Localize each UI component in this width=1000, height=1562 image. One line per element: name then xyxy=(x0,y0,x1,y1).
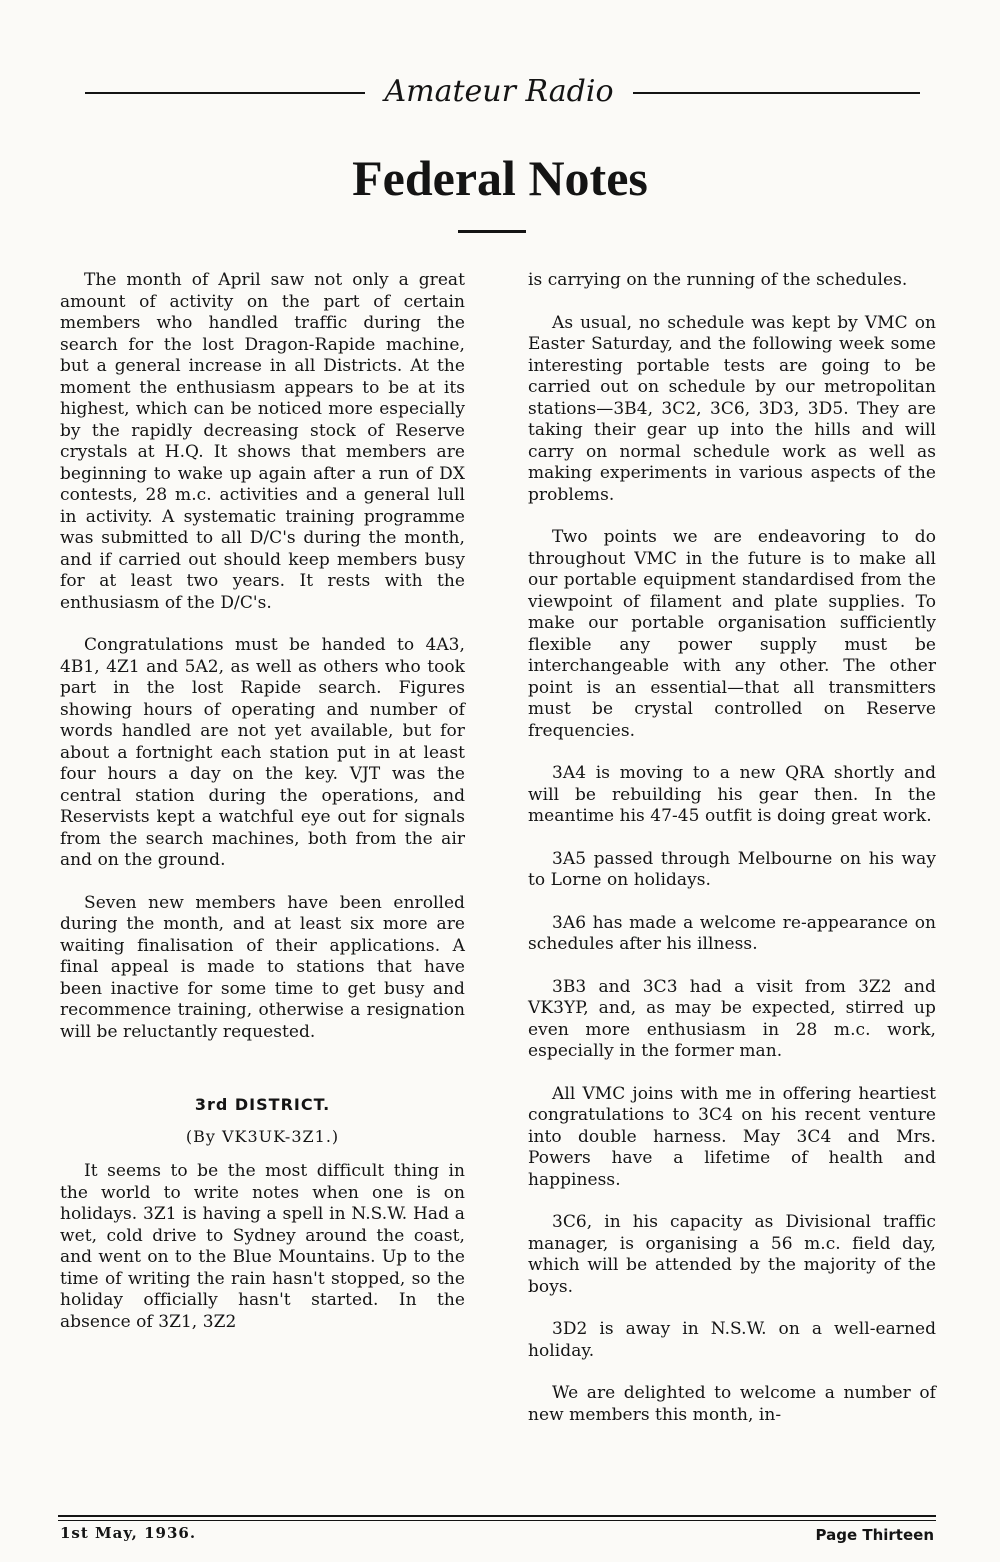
paragraph: 3B3 and 3C3 had a visit from 3Z2 and VK3YP, and, as may be expected, stirred up even more enthusiasm in 28 m.c. work, especially in the former man. xyxy=(528,976,936,1061)
title-underline xyxy=(458,230,526,233)
section-heading: 3rd DISTRICT. xyxy=(194,1095,331,1114)
paragraph: All VMC joins with me in offering heartiest congratulations to 3C4 on his recent venture into double harness. May 3C4 and Mrs. Powers have a lifetime of health and happiness. xyxy=(528,1083,936,1190)
left-column xyxy=(60,270,465,1354)
masthead-rule-right xyxy=(633,92,920,94)
page-number: Page Thirteen xyxy=(815,1526,934,1544)
paragraph: It seems to be the most difficult thing in the world to write notes when one is on holidays. 3Z1 is having a spell in N.S.W. Had a wet, cold drive to Sydney around the coast, and went on to the Blue Mountains. Up to the time of writing the rain hasn't stopped, so the holiday officially hasn't started. In the absence of 3Z1, 3Z2 xyxy=(60,1161,465,1332)
article-title: Federal Notes xyxy=(352,150,648,206)
paragraph: 3C6, in his capacity as Divisional traffic manager, is organising a 56 m.c. field day, which will be attended by the majority of the boys. xyxy=(528,1212,936,1297)
paragraph: 3A5 passed through Melbourne on his way to Lorne on holidays. xyxy=(528,848,936,890)
footer-rule-thin xyxy=(58,1520,936,1521)
section-byline: (By VK3UK-3Z1.) xyxy=(185,1127,340,1146)
paragraph: Seven new members have been enrolled during the month, and at least six more are waiting finalisation of their applications. A final appeal is made to stations that have been inactive for some time to get busy and recommence training, otherwise a resignation will be reluctantly requested. xyxy=(60,892,465,1042)
masthead-rule-left xyxy=(85,92,365,94)
paragraph: We are delighted to welcome a number of new members this month, in- xyxy=(528,1383,936,1425)
footer-date: 1st May, 1936. xyxy=(60,1524,197,1542)
masthead xyxy=(85,72,920,112)
footer-rule xyxy=(58,1515,936,1517)
paragraph-continuation: is carrying on the running of the schedules. xyxy=(528,270,908,290)
masthead-title: Amateur Radio xyxy=(384,74,614,109)
paragraph: The month of April saw not only a great amount of activity on the part of certain members who handled traffic during the search for the lost Dragon-Rapide machine, but a general increase in all Districts. At the moment the enthusiasm appears to be at its highest, which can be noticed more especially by the rapidly decreasing stock of Reserve crystals at H.Q. It shows that members are beginning to wake up again after a run of DX contests, 28 m.c. activities and a general lull in activity. A systematic training programme was submitted to all D/C's during the month, and if carried out should keep members busy for at least two years. It rests with the enthusiasm of the D/C's. xyxy=(60,270,465,613)
right-column xyxy=(528,270,936,1447)
paragraph: 3A4 is moving to a new QRA shortly and will be rebuilding his gear then. In the meantime his 47-45 outfit is doing great work. xyxy=(528,763,936,826)
paragraph: Congratulations must be handed to 4A3, 4B1, 4Z1 and 5A2, as well as others who took part in the lost Rapide search. Figures showing hours of operating and number of words handled are not yet available, but for about a fortnight each station put in at least four hours a day on the key. VJT was the central station during the operations, and Reservists kept a watchful eye out for signals from the search machines, both from the air and on the ground. xyxy=(60,635,465,870)
paragraph: Two points we are endeavoring to do throughout VMC in the future is to make all our portable equipment standardised from the viewpoint of filament and plate supplies. To make our portable organisation sufficiently flexible any power supply must be interchangeable with any other. The other point is an essential—that all transmitters must be crystal controlled on Reserve frequencies. xyxy=(528,527,936,741)
paragraph: 3A6 has made a welcome re-appearance on schedules after his illness. xyxy=(528,912,936,954)
paragraph: 3D2 is away in N.S.W. on a well-earned holiday. xyxy=(528,1319,936,1361)
paragraph: As usual, no schedule was kept by VMC on Easter Saturday, and the following week some interesting portable tests are going to be carried out on schedule by our metropolitan stations—3B4, 3C2, 3C6, 3D3, 3D5. They are taking their gear up into the hills and will carry on normal schedule work as well as making experiments in various aspects of the problems. xyxy=(528,312,936,505)
